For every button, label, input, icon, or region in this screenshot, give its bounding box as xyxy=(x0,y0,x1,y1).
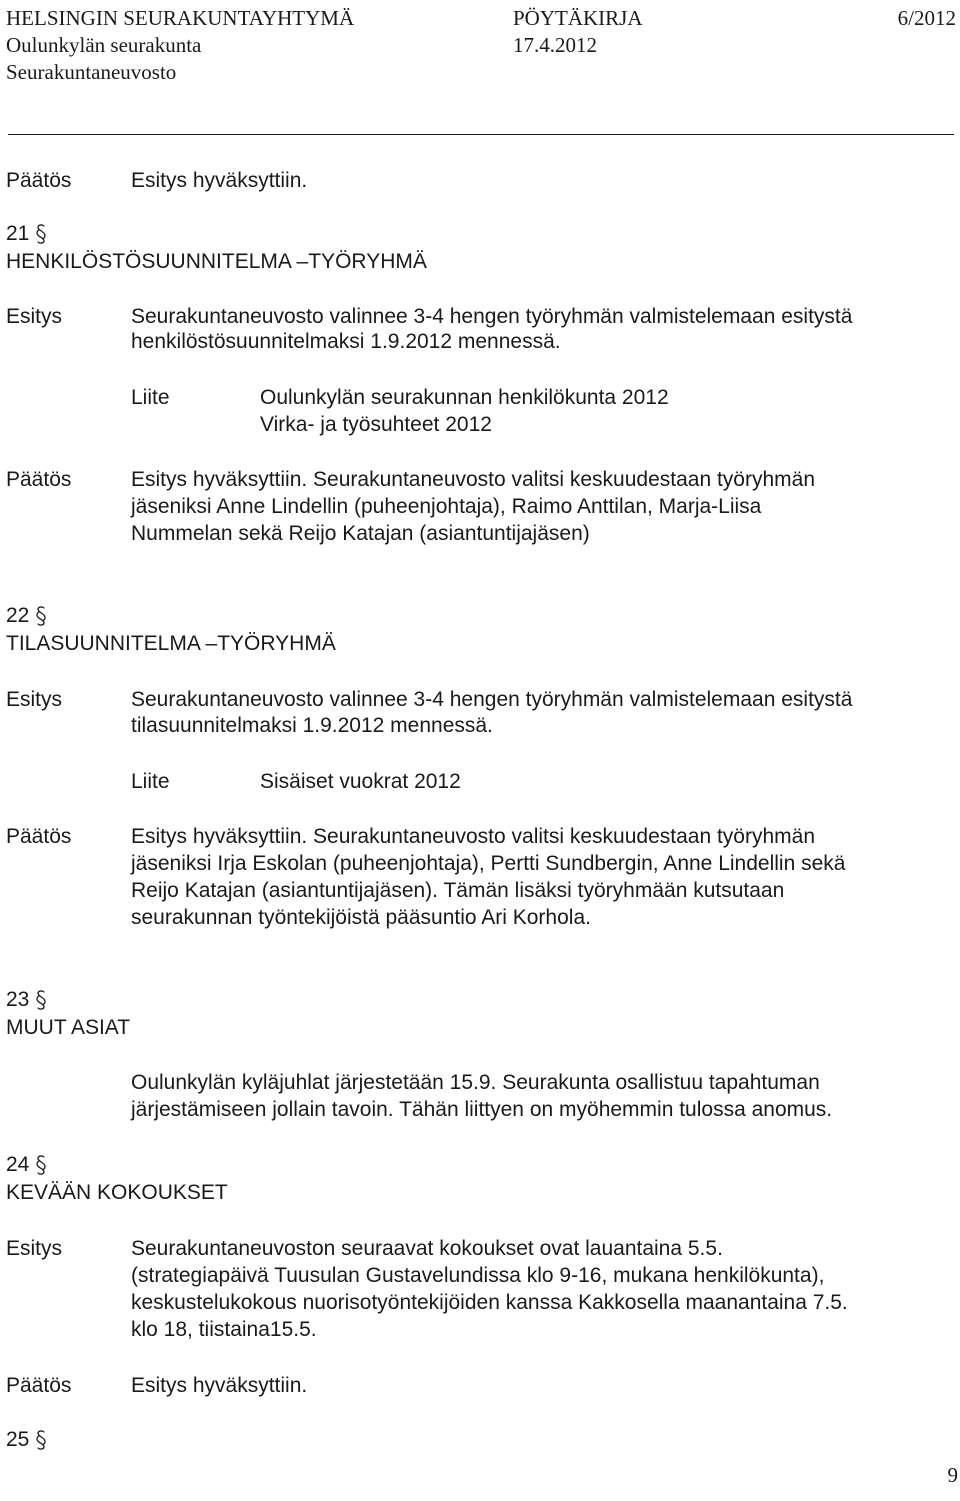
organization-name: HELSINGIN SEURAKUNTAYHTYMÄ xyxy=(6,6,355,30)
decision-line: Esitys hyväksyttiin. Seurakuntaneuvosto valitsi keskuudestaan työryhmän xyxy=(131,825,816,848)
label-decision: Päätös xyxy=(6,825,72,848)
proposal-line: keskustelukokous nuorisotyöntekijöiden kanssa Kakkosella maanantaina 7.5. xyxy=(131,1291,848,1314)
label-proposal: Esitys xyxy=(6,688,63,711)
header-row-1 xyxy=(6,6,956,30)
label-decision: Päätös xyxy=(6,169,72,192)
label-decision: Päätös xyxy=(6,468,72,491)
proposal-line: klo 18, tiistaina15.5. xyxy=(131,1318,317,1341)
decision-text: Esitys hyväksyttiin. xyxy=(131,1374,308,1397)
header-row-2 xyxy=(6,33,956,57)
decision-line: seurakunnan työntekijöistä pääsuntio Ari Korhola. xyxy=(131,906,591,929)
label-decision: Päätös xyxy=(6,1374,72,1397)
section-title: KEVÄÄN KOKOUKSET xyxy=(6,1181,228,1204)
section-sign-icon xyxy=(35,1429,47,1451)
section-number: 21 xyxy=(6,222,30,245)
label-attachment: Liite xyxy=(131,386,170,409)
proposal-line: (strategiapäivä Tuusulan Gustavelundissa klo 9-16, mukana henkilökunta), xyxy=(131,1264,825,1287)
section-23-heading xyxy=(6,988,47,1012)
body-line: Oulunkylän kyläjuhlat järjestetään 15.9. Seurakunta osallistuu tapahtuman xyxy=(131,1071,820,1094)
decision-line: jäseniksi Irja Eskolan (puheenjohtaja), Pertti Sundbergin, Anne Lindellin sekä xyxy=(131,852,846,875)
page-number: 9 xyxy=(947,1463,958,1487)
label-attachment: Liite xyxy=(131,770,170,793)
meeting-date: 17.4.2012 xyxy=(513,33,597,57)
section-number: 24 xyxy=(6,1153,30,1176)
label-proposal: Esitys xyxy=(6,305,63,328)
proposal-line: henkilöstösuunnitelmaksi 1.9.2012 mennessä. xyxy=(131,330,561,353)
decision-line: Reijo Katajan (asiantuntijajäsen). Tämän lisäksi työryhmään kutsutaan xyxy=(131,879,785,902)
decision-line: Esitys hyväksyttiin. Seurakuntaneuvosto valitsi keskuudestaan työryhmän xyxy=(131,468,816,491)
body-line: järjestämiseen jollain tavoin. Tähän liittyen on myöhemmin tulossa anomus. xyxy=(131,1098,833,1121)
section-sign-icon xyxy=(35,1154,47,1176)
section-21-heading xyxy=(6,222,47,246)
section-sign-icon xyxy=(35,605,47,627)
attachment-line: Virka- ja työsuhteet 2012 xyxy=(260,413,492,436)
section-number: 22 xyxy=(6,604,30,627)
section-sign-icon xyxy=(35,989,47,1011)
proposal-line: Seurakuntaneuvoston seuraavat kokoukset ovat lauantaina 5.5. xyxy=(131,1237,723,1260)
label-proposal: Esitys xyxy=(6,1237,63,1260)
decision-line: Nummelan sekä Reijo Katajan (asiantuntijajäsen) xyxy=(131,522,590,545)
decision-text: Esitys hyväksyttiin. xyxy=(131,169,308,192)
section-title: MUUT ASIAT xyxy=(6,1016,131,1039)
parish-name: Oulunkylän seurakunta xyxy=(6,33,202,57)
header-row-3 xyxy=(6,60,956,84)
section-22-heading xyxy=(6,604,47,628)
section-title: HENKILÖSTÖSUUNNITELMA –TYÖRYHMÄ xyxy=(6,250,427,273)
document-number: 6/2012 xyxy=(897,6,956,30)
section-24-heading xyxy=(6,1153,47,1177)
section-number: 25 xyxy=(6,1428,30,1451)
proposal-line: Seurakuntaneuvosto valinnee 3-4 hengen työryhmän valmistelemaan esitystä xyxy=(131,688,853,711)
header-divider xyxy=(8,134,954,135)
section-sign-icon xyxy=(35,223,47,245)
section-25-heading xyxy=(6,1428,47,1452)
governing-body: Seurakuntaneuvosto xyxy=(6,60,177,84)
proposal-line: Seurakuntaneuvosto valinnee 3-4 hengen työryhmän valmistelemaan esitystä xyxy=(131,305,853,328)
section-title: TILASUUNNITELMA –TYÖRYHMÄ xyxy=(6,632,336,655)
attachment-line: Sisäiset vuokrat 2012 xyxy=(260,770,461,793)
proposal-line: tilasuunnitelmaksi 1.9.2012 mennessä. xyxy=(131,714,493,737)
section-number: 23 xyxy=(6,988,30,1011)
attachment-line: Oulunkylän seurakunnan henkilökunta 2012 xyxy=(260,386,669,409)
decision-line: jäseniksi Anne Lindellin (puheenjohtaja), Raimo Anttilan, Marja-Liisa xyxy=(131,495,762,518)
document-type: PÖYTÄKIRJA xyxy=(513,6,643,30)
